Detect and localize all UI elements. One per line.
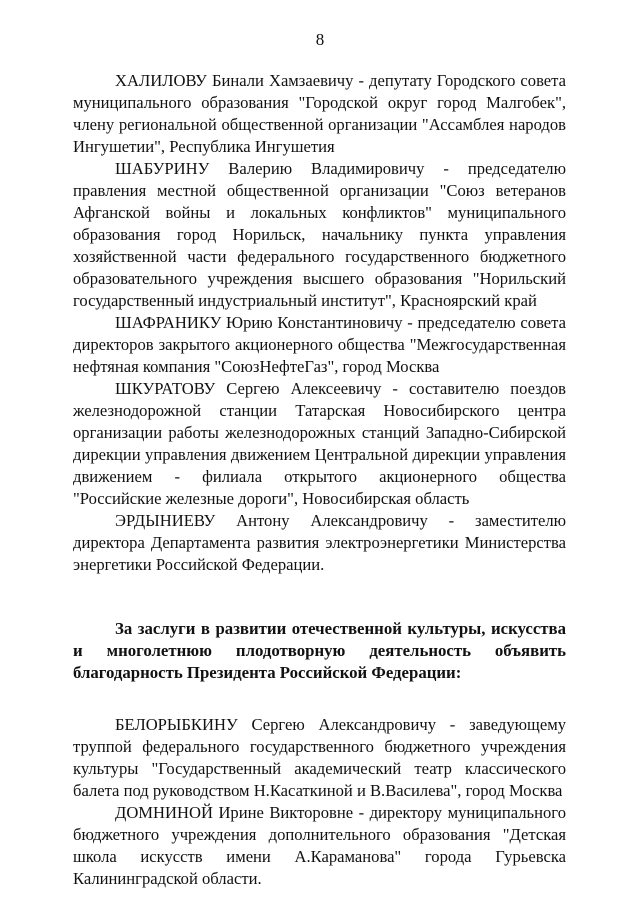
recipient-paragraph-erdyniev: ЭРДЫНИЕВУ Антону Александровичу - заместителю директора Департамента развития электроэнергетики Министерства энергетики Российской Федерации. xyxy=(73,511,566,574)
section-spacer xyxy=(73,684,566,714)
recipient-paragraph-shaburin: ШАБУРИНУ Валерию Владимировичу - председателю правления местной общественной организации "Союз ветеранов Афганской войны и локальных конфликтов" муниципального образования город Норильск, начальнику пункта управления хозяйственной части федерального государственного бюджетного образовательного учреждения высшего образования "Норильский государственный индустриальный институт", Красноярский край xyxy=(73,159,566,310)
recipient-paragraph-domnina: ДОМНИНОЙ Ирине Викторовне - директору муниципального бюджетного учреждения дополнительного образования "Детская школа искусств имени А.Караманова" города Гурьевска Калининградской области. xyxy=(73,803,566,888)
recipient-paragraph-khalilov: ХАЛИЛОВУ Бинали Хамзаевичу - депутату Городского совета муниципального образования "Городской округ город Малгобек", члену региональной общественной организации "Ассамблея народов Ингушетии", Республика Ингушетия xyxy=(73,71,566,156)
recipient-paragraph-shafranik: ШАФРАНИКУ Юрию Константиновичу - председателю совета директоров закрытого акционерного общества "Межгосударственная нефтяная компания "СоюзНефтеГаз", город Москва xyxy=(73,313,566,376)
recipient-paragraph-belorybkin: БЕЛОРЫБКИНУ Сергею Александровичу - заведующему труппой федерального государственного бюджетного учреждения культуры "Государственный академический театр классического балета под руководством Н.Касаткиной и В.Василева", город Москва xyxy=(73,715,566,800)
section-heading-culture: За заслуги в развитии отечественной культуры, искусства и многолетнюю плодотворную деятельность объявить благодарность Президента Российской Федерации: xyxy=(73,619,566,682)
page-number: 8 xyxy=(315,30,325,49)
recipient-paragraph-shkuratov: ШКУРАТОВУ Сергею Алексеевичу - составителю поездов железнодорожной станции Татарская Новосибирского центра организации работы железнодорожных станций Западно-Сибирской дирекции управления движением Центральной дирекции управления движением - филиала открытого акционерного общества "Российские железные дороги", Новосибирская область xyxy=(73,379,566,508)
document-body xyxy=(73,70,566,890)
